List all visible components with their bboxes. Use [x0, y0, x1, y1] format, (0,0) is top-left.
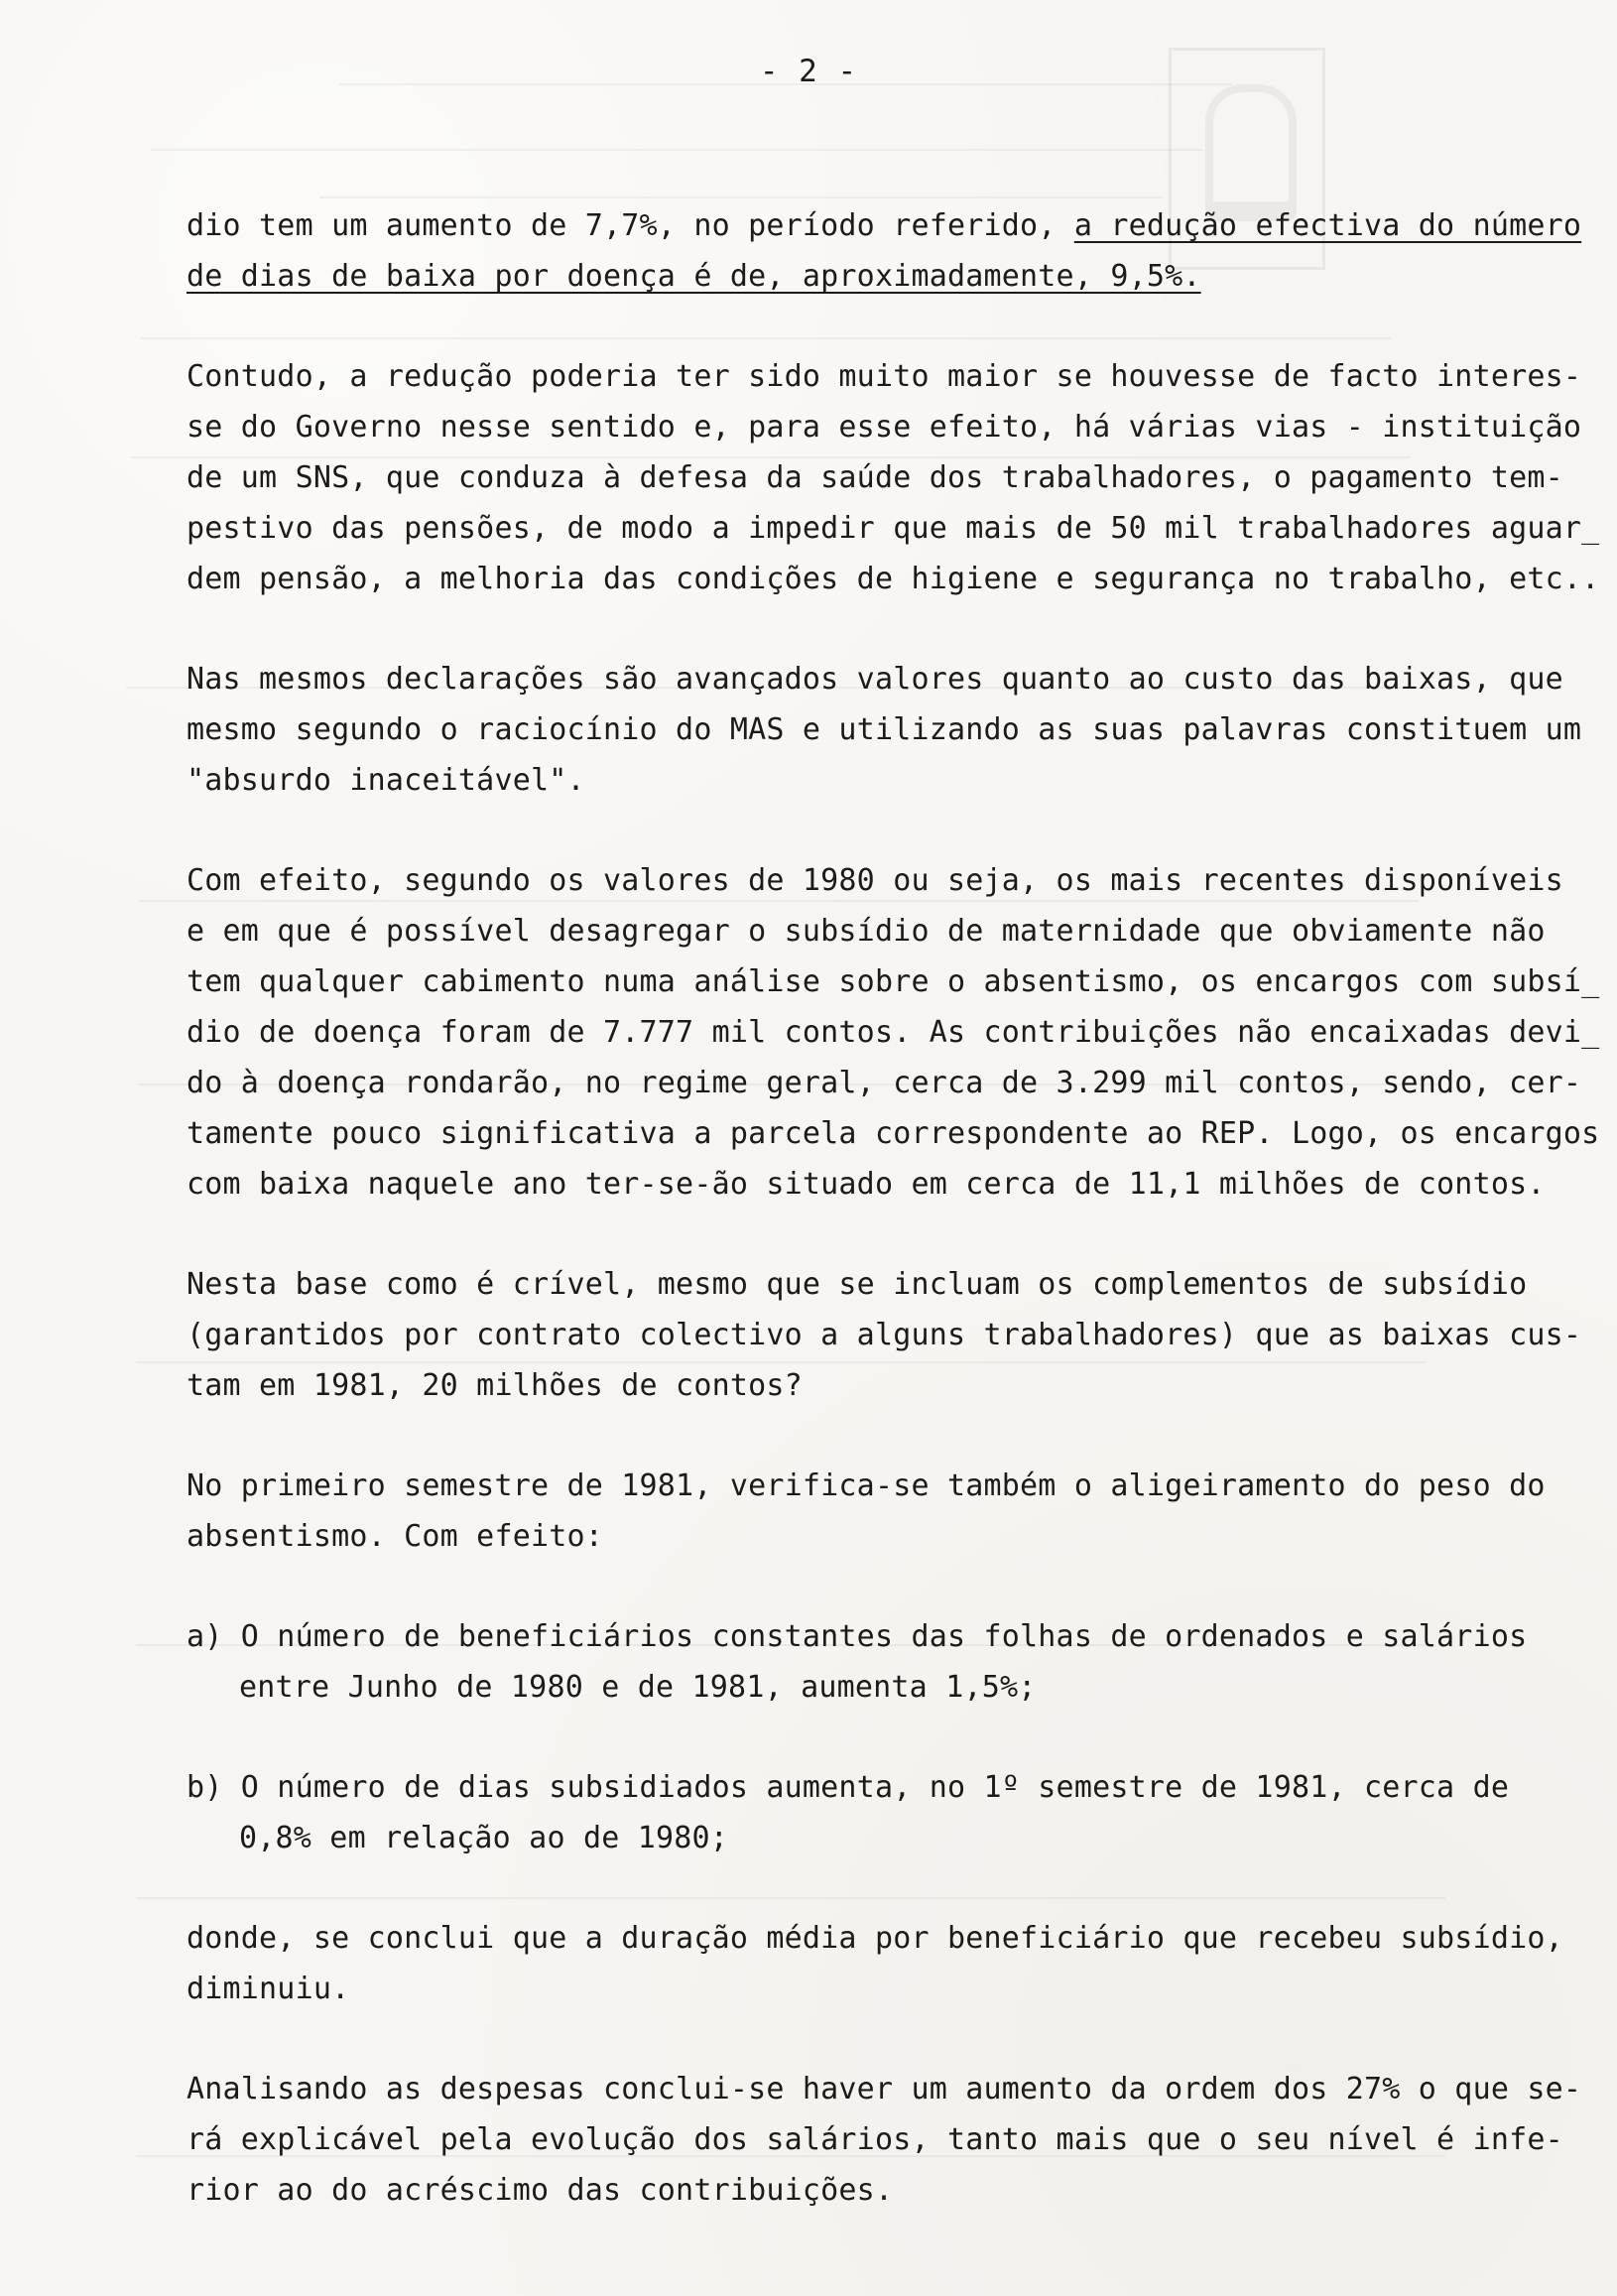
paragraph-4 [187, 855, 1600, 1210]
paragraph-4-line-4: dio de doença foram de 7.777 mil contos. As contribuições não encaixadas devi_ [187, 1015, 1600, 1050]
paragraph-4-line-5: do à doença rondarão, no regime geral, cerca de 3.299 mil contos, sendo, cer- [187, 1066, 1582, 1100]
list-item-b [187, 1762, 1510, 1863]
list-item-b-line-2: 0,8% em relação ao de 1980; [239, 1821, 729, 1855]
paragraph-5 [187, 1259, 1582, 1411]
paragraph-7-line-1: donde, se conclui que a duração média por beneficiário que recebeu subsídio, [187, 1921, 1563, 1956]
paragraph-4-line-2: e em que é possível desagregar o subsídio de maternidade que obviamente não [187, 914, 1546, 949]
paragraph-1-line-2: de dias de baixa por doença é de, aproximadamente, 9,5%. [187, 259, 1201, 294]
paragraph-7-line-2: diminuiu. [187, 1972, 350, 2006]
paragraph-2-line-5: dem pensão, a melhoria das condições de higiene e segurança no trabalho, etc.. [187, 562, 1600, 596]
paragraph-1-line-1-text: dio tem um aumento de 7,7%, no período referido, [187, 208, 1074, 243]
paragraph-4-line-7: com baixa naquele ano ter-se-ão situado em cerca de 11,1 milhões de contos. [187, 1167, 1546, 1202]
paragraph-6 [187, 1461, 1546, 1562]
paragraph-6-line-2: absentismo. Com efeito: [187, 1519, 604, 1554]
list-item-a-line-2: entre Junho de 1980 e de 1981, aumenta 1,5%; [239, 1670, 1037, 1705]
paragraph-2-line-1: Contudo, a redução poderia ter sido muito maior se houvesse de facto interes- [187, 359, 1582, 394]
paragraph-3 [187, 654, 1582, 806]
list-item-a [187, 1611, 1528, 1713]
paragraph-6-line-1: No primeiro semestre de 1981, verifica-se também o aligeiramento do peso do [187, 1468, 1546, 1503]
paragraph-1-underlined-phrase: a redução efectiva do número [1073, 208, 1582, 243]
document-body [187, 200, 1600, 2265]
paragraph-1 [187, 200, 1582, 302]
paragraph-2-line-4: pestivo das pensões, de modo a impedir que mais de 50 mil trabalhadores aguar_ [187, 511, 1600, 546]
page-number: - 2 - [759, 54, 858, 89]
paragraph-8-line-2: rá explicável pela evolução dos salários, tanto mais que o seu nível é infe- [187, 2122, 1563, 2157]
paragraph-2 [187, 351, 1600, 604]
paragraph-7 [187, 1913, 1563, 2014]
paragraph-8-line-3: rior ao do acréscimo das contribuições. [187, 2173, 894, 2208]
paragraph-3-line-1: Nas mesmos declarações são avançados valores quanto ao custo das baixas, que [187, 662, 1563, 697]
paragraph-3-line-2: mesmo segundo o raciocínio do MAS e utilizando as suas palavras constituem um [187, 712, 1582, 747]
paragraph-4-line-1: Com efeito, segundo os valores de 1980 ou seja, os mais recentes disponíveis [187, 863, 1563, 898]
paragraph-8 [187, 2064, 1582, 2216]
paragraph-5-line-1: Nesta base como é crível, mesmo que se incluam os complementos de subsídio [187, 1267, 1528, 1302]
paragraph-5-line-3: tam em 1981, 20 milhões de contos? [187, 1368, 803, 1403]
paragraph-4-line-6: tamente pouco significativa a parcela correspondente ao REP. Logo, os encargos [187, 1116, 1600, 1151]
paragraph-5-line-2: (garantidos por contrato colectivo a alguns trabalhadores) que as baixas cus- [187, 1318, 1582, 1352]
paragraph-4-line-3: tem qualquer cabimento numa análise sobre o absentismo, os encargos com subsí_ [187, 964, 1600, 999]
paragraph-2-line-3: de um SNS, que conduza à defesa da saúde dos trabalhadores, o pagamento tem- [187, 460, 1563, 495]
paragraph-3-line-3: "absurdo inaceitável". [187, 763, 585, 798]
paragraph-1-line-1 [187, 200, 1582, 251]
list-item-a-line-1: a) O número de beneficiários constantes das folhas de ordenados e salários [187, 1619, 1528, 1654]
paragraph-2-line-2: se do Governo nesse sentido e, para esse efeito, há várias vias - instituição [187, 410, 1582, 445]
paragraph-8-line-1: Analisando as despesas conclui-se haver um aumento da ordem dos 27% o que se- [187, 2072, 1582, 2106]
list-item-b-line-1: b) O número de dias subsidiados aumenta, no 1º semestre de 1981, cerca de [187, 1770, 1510, 1805]
